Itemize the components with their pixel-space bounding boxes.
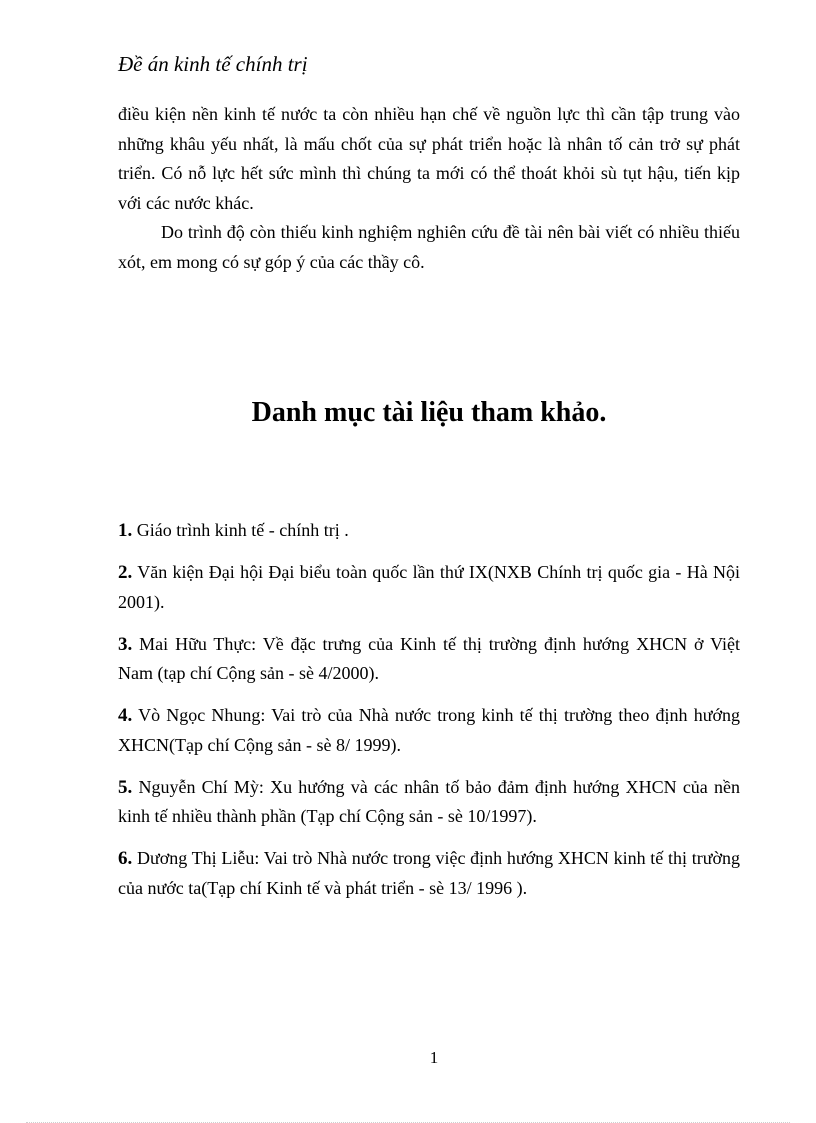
- reference-text: Dương Thị Liễu: Vai trò Nhà nước trong việc định hướng XHCN kinh tế thị trường của nước ta(Tạp chí Kinh tế và phát triển - sè 13/ 1996 ).: [118, 848, 740, 898]
- reference-item: [118, 701, 740, 760]
- reference-item: [118, 844, 740, 903]
- reference-text: Nguyễn Chí Mỳ: Xu hướng và các nhân tố bảo đảm định hướng XHCN của nền kinh tế nhiều thành phần (Tạp chí Cộng sản - sè 10/1997).: [118, 776, 740, 826]
- reference-text: Mai Hữu Thực: Về đặc trưng của Kinh tế thị trường định hướng XHCN ở Việt Nam (tạp chí Cộng sản - sè 4/2000).: [118, 633, 740, 683]
- references-list: [118, 516, 740, 916]
- reference-number: 2.: [118, 562, 133, 583]
- reference-number: 6.: [118, 848, 133, 869]
- reference-text: Vò Ngọc Nhung: Vai trò của Nhà nước trong kinh tế thị trường theo định hướng XHCN(Tạp chí Cộng sản - sè 8/ 1999).: [118, 705, 740, 755]
- reference-number: 5.: [118, 776, 133, 798]
- body-paragraph: Do trình độ còn thiếu kinh nghiệm nghiên cứu đề tài nên bài viết có nhiều thiếu xót, em mong có sự góp ý của các thầy cô.: [118, 222, 740, 272]
- running-header: Đề án kinh tế chính trị: [118, 52, 308, 76]
- reference-text: Giáo trình kinh tế - chính trị .: [132, 520, 349, 540]
- references-title: Danh mục tài liệu tham khảo.: [251, 397, 607, 428]
- reference-item: [118, 558, 740, 617]
- reference-text: Văn kiện Đại hội Đại biểu toàn quốc lần thứ IX(NXB Chính trị quốc gia - Hà Nội 2001).: [118, 562, 740, 612]
- body-text: [118, 100, 740, 277]
- reference-number: 1.: [118, 520, 133, 541]
- reference-number: 4.: [118, 705, 133, 726]
- body-paragraph: điều kiện nền kinh tế nước ta còn nhiều hạn chế về nguồn lực thì cần tập trung vào những khâu yếu nhất, là mấu chốt của sự phát triển hoặc là nhân tố cản trở sự phát triển. Có nỗ lực hết sức mình thì chúng ta mới có thể thoát khỏi sù tụt hậu, tiến kịp với các nước khác.: [118, 104, 740, 213]
- reference-item: [118, 516, 740, 546]
- reference-item: [118, 630, 740, 689]
- reference-item: [118, 773, 740, 832]
- page-number: 1: [429, 1048, 439, 1067]
- reference-number: 3.: [118, 633, 133, 655]
